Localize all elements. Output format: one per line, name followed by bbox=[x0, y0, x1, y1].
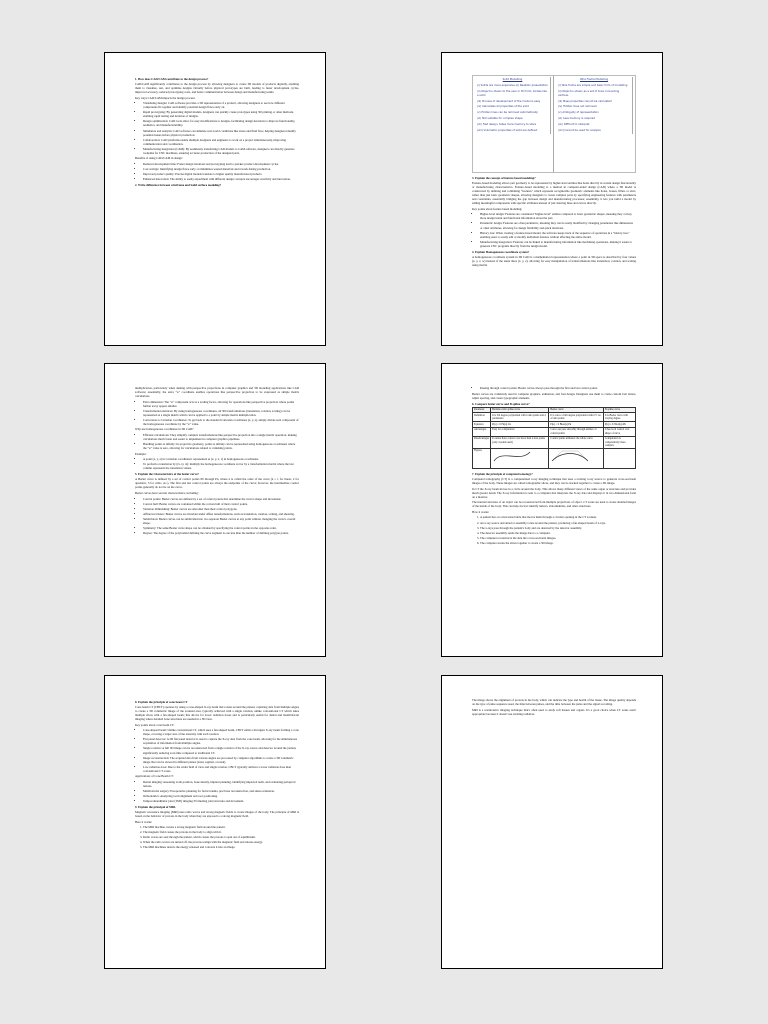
list-item: • Single rotation: A full 3D image can be reconstructed from a single rotation of the X-ray source and detector around the patient, significantly reducing scan time compared to traditional CT. bbox=[143, 746, 299, 754]
handwritten-title: Wire Frame Modelling bbox=[556, 77, 633, 83]
paragraph: Key points about cone beam CT: bbox=[135, 722, 175, 727]
list-item: • Affine invariance: Bezier curves are invariant under affine transformations, such as translation, rotation, scaling, and shearing. bbox=[143, 512, 299, 516]
handwritten-line: (iv) Calculates all properties of the solid bbox=[475, 104, 551, 110]
list-item: • Subdivision: Bezier curves can be subdivided into two separate Bezier curves at any point without changing the curve's overall shape. bbox=[143, 517, 299, 525]
document-page-6 bbox=[441, 675, 663, 969]
list-item: • Improved product quality: Precise digital models translate to higher quality manufactured products. bbox=[143, 172, 299, 176]
paragraph: In CT the X-ray beam moves in a circle around the body. This allows many different views of the same organ or structure and provides much greater detail. The X-ray information is sent to a computer that interprets the X-ray data and displays it in two-dimensional form on a monitor. bbox=[472, 486, 636, 499]
list-item: 5. The MRI machines detects the energy released and converts it into an image. bbox=[143, 845, 299, 849]
handwritten-line: (viii) Volumetric properties of solid are defined bbox=[475, 128, 551, 134]
comparison-table bbox=[472, 407, 636, 469]
handwritten-line: (v) Ambiguity of representation bbox=[556, 110, 633, 116]
handwritten-line: (i) Wire frame are simple and basic form of modelling bbox=[556, 83, 633, 89]
paragraph: multiplication, particularly when dealing with perspective projections in computer graphics and 3D modeling applications like CAD software; essentially, the extra "w" coordinate enables operations like perspective projection to be expressed as simple matrix calculations. bbox=[135, 386, 299, 399]
list-item: • Conversion to Cartesian coordinates: To get back to the standard Cartesian coordinates (x, y, z), simply divide each component of the homogeneous coordinate by the "w" value. bbox=[143, 418, 299, 426]
paragraph: Key points about feature based modeling: bbox=[472, 206, 523, 211]
list-item: • Transformation matrices: By using homogeneous coordinates, all 3D transformations (translation, rotation, scaling) can be represented as a single matrix which can be applied to a point by simple matrix multiplication. bbox=[143, 409, 299, 417]
table-cell: P(u) = Σ Fk(u) Ck bbox=[491, 422, 549, 428]
table-cell: P(u) = Σ Nk,d(u) Pk bbox=[603, 422, 635, 428]
table-header-cell: B-spline curve bbox=[603, 407, 635, 413]
bullet-list bbox=[135, 400, 299, 426]
list-item: 2. An x-ray source and detector assembly rotate around the patient, producing a fan-shaped beam of x-rays. bbox=[480, 521, 636, 525]
paragraph: CAD/CAM significantly contributes to the design process by allowing designers to create 3D models of products digitally, enabling them to visualize, test, and optimize designs virtually before physical prototypes are built, leading to faster development cycles, improved accuracy, reduced prototyping costs, and better communication between design and manufacturing teams. bbox=[135, 82, 299, 95]
list-item: 1. A patient lies on a motorized table that moves them through a circular opening in the CT scanner. bbox=[480, 515, 636, 519]
table-header-cell: Bezier curve bbox=[549, 407, 603, 413]
table-row bbox=[473, 413, 636, 422]
question-heading: 1. How does CAD/CAM contribute to the design process? bbox=[135, 77, 209, 81]
list-item: 2. The magnetic field causes the protons in the body to align with it. bbox=[143, 830, 299, 834]
bezier-curve-figure bbox=[550, 449, 590, 463]
list-item: • To perform a translation by (tx, ty, tz): multiply the homogeneous coordinate vector by a transformation matrix where the last column represents the translation values. bbox=[143, 462, 299, 470]
list-item: • Manufacturing integration: Features can be linked to manufacturing information like machining operations, making it easier to generate CNC programs directly from the design model. bbox=[480, 240, 636, 248]
handwritten-line: (ii) Object is shown as a set of lines connecting vertices bbox=[556, 89, 633, 99]
paragraph: Applications of Cone Beam CT: bbox=[135, 774, 174, 779]
paragraph: Feature-based modeling allows part geometry to be represented by higher-level entities like holes directly in certain design functionality or manufacturing characteristics. Feature-based modeling is a method in computer-aided design (CAD) where a 3D model is constructed by defining and combining "features" which represent recognizable geometric elements like holes, bosses, fillets or slots, rather than just basic geometric shapes, allowing designers to create complex parts by specifying engineering features with parameters and constraints, essentially bridging the gap between design and manufacturing processes; essentially, it lets you build a model by adding meaningful components with specific attributes instead of just drawing lines and curves directly. bbox=[472, 181, 636, 206]
question-heading: 7. Explain the principle of computed tomology? bbox=[472, 472, 533, 477]
document-page-4 bbox=[441, 363, 663, 657]
table-cell: Equation bbox=[473, 422, 491, 428]
question-heading: 8. Explain the principle of cone beam CT bbox=[135, 700, 188, 704]
list-item: • Design optimization: CAD tools allow for easy modifications to designs, facilitating design iterations to improve functionality, aesthetics, and manufacturability. bbox=[143, 119, 299, 127]
list-item: • A point (x, y, z) in Cartesian coordinates: represented as (x, y, z, 1) in homogeneous coordinates. bbox=[143, 457, 299, 461]
question-heading: 6. Compare bezier curve and B-spline curve? bbox=[472, 401, 530, 406]
question-heading: 4. Explain Homogeneous coordinate system? bbox=[472, 249, 530, 254]
bullet-list bbox=[135, 433, 299, 450]
handwritten-line: (iv) Hidden lines not removed bbox=[556, 104, 633, 110]
figure-cell bbox=[549, 448, 603, 468]
table-cell: Definition bbox=[473, 413, 491, 422]
table-row bbox=[473, 436, 636, 448]
list-item: • Degree: The degree of the polynomial defining the curve segment is one less than the number of defining polygon points. bbox=[143, 531, 299, 535]
paragraph: How it works: bbox=[472, 509, 490, 514]
table-cell: Curve can pass smoothly through number of control points bbox=[549, 427, 603, 436]
list-item: • Visualizing designs: CAD software provides a 3D representation of a product, allowing designers to see how different components fit together and identify potential design flaws early on. bbox=[143, 101, 299, 109]
list-item: • Collaboration: CAD platforms enable multiple designers and engineers to work on a project simultaneously, improving communication and coordination. bbox=[143, 138, 299, 146]
table-cell: It is curve of nth degree polynomial with n+1 no. of data points bbox=[550, 413, 602, 421]
handwritten-column bbox=[473, 76, 554, 172]
bullet-list bbox=[135, 457, 299, 470]
list-item: 4. The detector assembly sends the image data to a computer. bbox=[480, 531, 636, 535]
list-item: 3. Radio waves are sent through the patient, which causes the protons to spin out of equilibrium. bbox=[143, 835, 299, 839]
paragraph: MRI is a noninvasive imaging technique that's often used to study soft tissues and organs. It's a good choice when CT scans aren't appropriate because it doesn't use ionizing radiation. bbox=[472, 707, 636, 716]
handwritten-line: (vii) Fast design, takes more memory to store bbox=[475, 122, 551, 128]
table-cell: Computation is comparatively more complex bbox=[603, 436, 635, 448]
handwritten-line: (viii) Cannot be used for analysis bbox=[556, 128, 633, 134]
list-item: • Dental imaging: Assessing tooth position, bone density, implant planning, identifying impacted teeth, and evaluating periapical lesions. bbox=[143, 780, 299, 788]
bullet-list bbox=[135, 780, 299, 803]
list-item: • Efficient calculations: They simplify complex transformations like perspective projection into a single matrix operation, making calculations much faster and easier to implement in computer graphics pipelines. bbox=[143, 433, 299, 441]
handwritten-line: (iii) Mass properties cannot be calculated bbox=[556, 99, 633, 105]
document-page-1 bbox=[104, 52, 326, 346]
list-item: • Flat panel detector: A 2D flat panel detector is used to capture the X-ray data from the cone beam, allowing for the simultaneous acquisition of information from multiple angles. bbox=[143, 737, 299, 745]
list-item: • Temporomandibular joint (TMJ) imaging: Evaluating joint structure and movement. bbox=[143, 799, 299, 803]
table-cell: Disadvantages bbox=[473, 436, 491, 448]
list-item: • Rapid prototyping: By generating digital models, designers can quickly create prototypes using 3D printing or other methods, enabling rapid testing and iteration of designs. bbox=[143, 110, 299, 118]
bullet-list bbox=[472, 386, 636, 390]
table-row bbox=[473, 448, 636, 468]
list-item: • Low radiation dose: Due to the wider field of view and single rotation, CBCT typically delivers a lower radiation dose than conventional CT scans. bbox=[143, 765, 299, 773]
list-item: 4. When the radio waves are turned off, the protons realign with the magnetic field and release energy. bbox=[143, 840, 299, 844]
paragraph: Bezier curves have several characteristics, including: bbox=[135, 491, 199, 496]
table-row bbox=[473, 427, 636, 436]
paragraph: Why use homogeneous coordinates in 3D CAD? bbox=[135, 427, 194, 432]
bullet-list bbox=[135, 162, 299, 181]
list-item: 3. The x-rays pass through the patient's body and are detected by the detector assembly. bbox=[480, 526, 636, 530]
list-item: • Handling points at infinity: In projective geometry, points at infinity can be represented using homogeneous coordinates where the "w" value is zero, allowing for calculations related to vanishing points. bbox=[143, 442, 299, 450]
bullet-list bbox=[135, 101, 299, 155]
list-item: • Simulation and analysis: CAD software can simulate real-world conditions like stress and fluid flow, helping designers identify potential issues before physical production. bbox=[143, 129, 299, 137]
question-heading: 5. Explain the Characteristics of the bezier curve? bbox=[135, 472, 199, 477]
handwritten-line: (iii) Process of development of the model is easy bbox=[475, 99, 551, 105]
table-header-cell: Parameter bbox=[473, 407, 491, 413]
figure-cell bbox=[603, 448, 635, 468]
question-heading: 2. Write difference between wireframe and Solid surface modeling? bbox=[135, 183, 222, 188]
document-page-5 bbox=[104, 675, 326, 969]
list-item: • Orthodontics: Analyzing tooth alignment and root positioning. bbox=[143, 794, 299, 798]
table-cell: It cannot have control over more than 4 data points (only 4 points used) bbox=[491, 436, 549, 448]
list-item: • Passing through control points: Bezier curves always pass through the first and last control points. bbox=[480, 386, 636, 390]
paragraph: The image shows the alignment of protons in the body, which can indicate the type and health of the tissue. The image quality depends on the type of pulse sequence used, the time between pulses, and the time between the pulse and the signal recording. bbox=[472, 698, 636, 707]
numbered-list bbox=[135, 825, 299, 849]
handwritten-line: (i) Solids are more expensive (ii) Realistic presentation bbox=[475, 83, 551, 89]
hermite-curve-figure bbox=[492, 449, 532, 463]
list-item: • History tree: When creating a feature-based model, the software keeps track of the sequence of operations in a "history tree," enabling users to easily edit or modify individual features without affecting the entire model. bbox=[480, 231, 636, 239]
bullet-list bbox=[135, 497, 299, 535]
list-item: • Extra dimension: The "w" component acts as a scaling factor, allowing for operations like perspective projection where points further away appear smaller. bbox=[143, 400, 299, 408]
list-item: 1. The MRI machine creates a strong magnetic field around the patient. bbox=[143, 825, 299, 829]
paragraph: Example: bbox=[135, 451, 147, 456]
list-item: • Maxillofacial surgery: Preoperative planning for facial trauma, jaw/bone reconstruction, and sinus evaluation. bbox=[143, 789, 299, 793]
paragraph: Cone beam CT (CBCT) operates by using a cone-shaped X-ray beam that rotates around the patient, capturing data from multiple angles to create a 3D volumetric image of the scanned area, typically achieved with a single rotation, unlike conventional CT which takes multiple slices with a fan-shaped beam; this allows for lower radiation doses and is particularly useful for dental and maxillofacial imaging where detailed bone structures are needed in a 3D view. bbox=[135, 705, 299, 722]
list-item: • Image reconstruction: The acquired data from various angles are processed by computer algorithms to create a 3D volumetric image that can be viewed in different planes (axial, sagittal, coronal). bbox=[143, 756, 299, 764]
table-cell: It is 3rd degree polynomial with 4 data points and 4 parameters bbox=[491, 413, 549, 422]
question-heading: 3. Explain the concept of feature based modeling? bbox=[472, 176, 536, 180]
paragraph: Computed tomography (CT) is a computerized x-ray imaging technique that uses a rotating x-ray source to generate cross-sectional images of the body. These images are called tomographic slices, and they can be stacked together to create a 3D image. bbox=[472, 477, 636, 486]
bullet-list bbox=[135, 728, 299, 772]
list-item: 5. The computer reconstructs the data into cross-sectional images. bbox=[480, 536, 636, 540]
bullet-list bbox=[472, 212, 636, 247]
paragraph: Bezier curves are commonly used in computer graphics, animation, and font design. Designers use them to create custom font letters, adjust spacing, and create typographic elements. bbox=[472, 391, 636, 400]
list-item: • Convex hull: Bezier curves are contained within the convex hull of their control points. bbox=[143, 502, 299, 506]
table-cell: Control points influence the whole curve bbox=[549, 436, 603, 448]
list-item: • Variation diminishing: Bezier curves are smoother than their control polygons. bbox=[143, 507, 299, 511]
list-item: • Control points: Bezier curves are defined by a set of control points that determine the curve's shape and movement. bbox=[143, 497, 299, 501]
handwritten-title: Solid Modelling bbox=[475, 77, 551, 83]
handwritten-notes-image bbox=[472, 75, 636, 173]
list-item: • Reduced development time: Faster design iterations and prototyping lead to quicker product development cycles. bbox=[143, 162, 299, 166]
paragraph: Benefits of using CAD/CAM in design: bbox=[135, 156, 183, 161]
list-item: 6. The computer stacks the slices together to create a 3D image. bbox=[480, 541, 636, 545]
table-cell: P(u) = Σ Bk,n(u) Pk bbox=[549, 422, 603, 428]
paragraph: A homogeneous coordinate system in 3D CAD is a mathematical representation where a point in 3D space is described by four values (x, y, z, w) instead of the usual three (x, y, z), allowing for easy manipulation of transformations like translation, rotation, and scaling using matrix bbox=[472, 254, 636, 267]
list-item: • Cost savings: Identifying design flaws early on minimizes wasted materials and rework during production. bbox=[143, 167, 299, 171]
list-item: • Cone-shaped beam: Unlike conventional CT, which uses a fan-shaped beam, CBCT emits a divergent X-ray beam forming a cone shape, covering a larger area of the anatomy with each rotation. bbox=[143, 728, 299, 736]
table-cell: Easy for computation bbox=[491, 427, 549, 436]
document-page-2 bbox=[441, 52, 663, 346]
table-header-cell: Hermite cubic spline curve bbox=[491, 407, 549, 413]
handwritten-line: (vi) Not suitable for complex shape bbox=[475, 116, 551, 122]
list-item: • Symmetry: The same Bezier curve shape can be obtained by specifying the control points in the opposite order. bbox=[143, 526, 299, 530]
handwritten-line: (v) Hidden lines can be removed automatically bbox=[475, 110, 551, 116]
list-item: • Enhanced innovation: The ability to easily experiment with different design concepts encourages creativity and innovation. bbox=[143, 177, 299, 181]
handwritten-column bbox=[554, 76, 635, 172]
figure-cell bbox=[491, 448, 549, 468]
list-item: • Manufacturing integration (CAM): By seamlessly transferring CAD models to CAM software, designers can directly generate toolpaths for CNC machines, ensuring accurate production of the designed parts. bbox=[143, 147, 299, 155]
question-heading: 9. Explain the principal of MRI. bbox=[135, 805, 177, 810]
document-page-3 bbox=[104, 363, 326, 657]
table-cell: Figures bbox=[473, 448, 491, 468]
paragraph: Key ways CAD/CAM impacts the design process: bbox=[135, 95, 196, 100]
table-cell: It has local control over shape of curve bbox=[603, 427, 635, 436]
handwritten-line: (vii) Difficult to interpret bbox=[556, 122, 633, 128]
handwritten-line: (ii) Object is shown to the user in 3D form; bodies like a solid bbox=[475, 89, 551, 99]
table-cell: Advantages bbox=[473, 427, 491, 436]
numbered-list bbox=[472, 515, 636, 544]
paragraph: Here it works: bbox=[135, 819, 153, 824]
table-cell: It is Bezier curve with varying degree bbox=[603, 413, 635, 422]
list-item: • Higher-level design: Features are considered "higher-level" entities compared to basic geometric shapes, meaning they convey more design intent and functional information about the part. bbox=[480, 212, 636, 220]
paragraph: Magnetic resonance imaging (MRI) uses radio waves and strong magnetic fields to create images of the body. The principle of MRI is based on the behavior of protons in the body when they are exposed to a strong magnetic field. bbox=[135, 810, 299, 819]
paragraph: The internal structure of an object can be reconstructed from multiple projections of object. CT scans are used to create detailed images of the inside of the body. This can help doctors identify tumors, abnormalities, and other structures. bbox=[472, 500, 636, 509]
list-item: • Parametric design: Features are often parametric, meaning they can be easily modified by changing parameters like dimensions or other attributes, allowing for design flexibility and quick iterations. bbox=[480, 221, 636, 229]
paragraph: A Bezier curve is defined by a set of control points P0 through Pn, where n is called the order of the curve (n = 1 for linear, 2 for quadratic, 3 for cubic, etc.). The first and last control points are always the endpoints of the curve; however, the intermediate control points generally do not lie on the curve. bbox=[135, 477, 299, 490]
handwritten-line: (vi) Less memory is required bbox=[556, 116, 633, 122]
